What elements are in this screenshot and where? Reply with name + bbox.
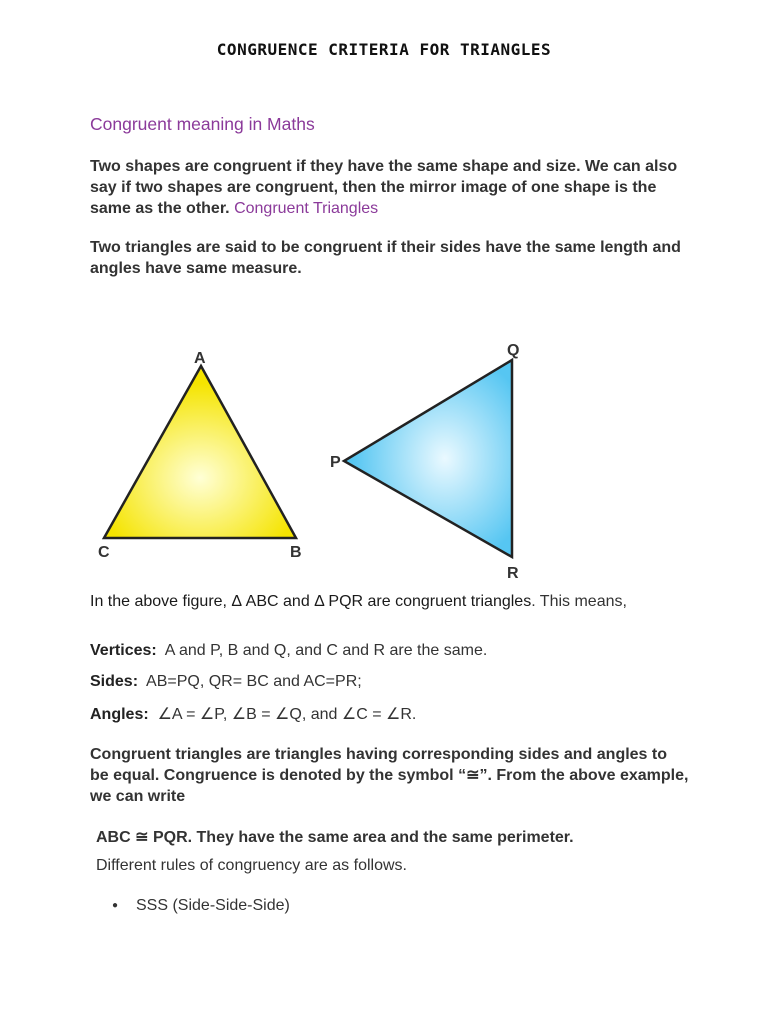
sides-text: AB=PQ, QR= BC and AC=PR; — [146, 673, 362, 690]
rules-intro: Different rules of congruency are as follows. — [96, 857, 407, 874]
congruence-symbol-paragraph: Congruent triangles are triangles having corresponding sides and angles to be equal. Congruence is denoted by the symbol “≅”. From the above example, we can write — [90, 746, 689, 805]
heading-rest: ongruent meaning in Maths — [102, 114, 315, 134]
definition-text: Two shapes are congruent if they have the same shape and size. We can also say if two shapes are congruent, then the mirror image of one shape is the same as the other. — [90, 158, 678, 217]
sides-label: Sides: — [90, 673, 139, 690]
list-item — [112, 897, 290, 915]
vertex-label-c: C — [98, 544, 110, 561]
triangle-pqr — [344, 360, 512, 557]
vertex-label-p: P — [330, 454, 341, 471]
vertices-row — [90, 642, 487, 660]
figure-explanation — [90, 592, 690, 612]
figure-explanation-main: In the above figure, Δ ABC and Δ PQR are congruent triangles — [90, 593, 532, 610]
triangle-abc — [104, 366, 296, 538]
vertex-label-r: R — [507, 565, 519, 582]
congruent-triangles-figure — [88, 330, 538, 585]
vertex-label-q: Q — [507, 342, 520, 359]
bullet-icon: ● — [112, 900, 119, 911]
angles-row — [90, 704, 416, 724]
triangle-definition-paragraph: Two triangles are said to be congruent if their sides have the same length and angles have same measure. — [90, 239, 681, 277]
definition-paragraph — [90, 156, 690, 219]
page-title: CONGRUENCE CRITERIA FOR TRIANGLES — [216, 40, 552, 59]
angles-text: ∠A = ∠P, ∠B = ∠Q, and ∠C = ∠R. — [157, 706, 417, 723]
vertex-label-a: A — [194, 350, 206, 367]
angles-label: Angles: — [90, 706, 149, 723]
sides-row — [90, 673, 362, 691]
vertices-text: A and P, B and Q, and C and R are the same. — [164, 642, 488, 659]
list-item-text: SSS (Side-Side-Side) — [136, 897, 290, 914]
vertex-label-b: B — [290, 544, 302, 561]
section-heading — [90, 114, 315, 135]
congruent-triangles-link[interactable]: Congruent Triangles — [234, 200, 379, 217]
congruence-statement: ABC ≅ PQR. They have the same area and the same perimeter. — [96, 829, 574, 846]
figure-explanation-tail: . This means, — [531, 593, 627, 610]
vertices-label: Vertices: — [90, 642, 157, 659]
heading-initial: C — [90, 114, 103, 134]
